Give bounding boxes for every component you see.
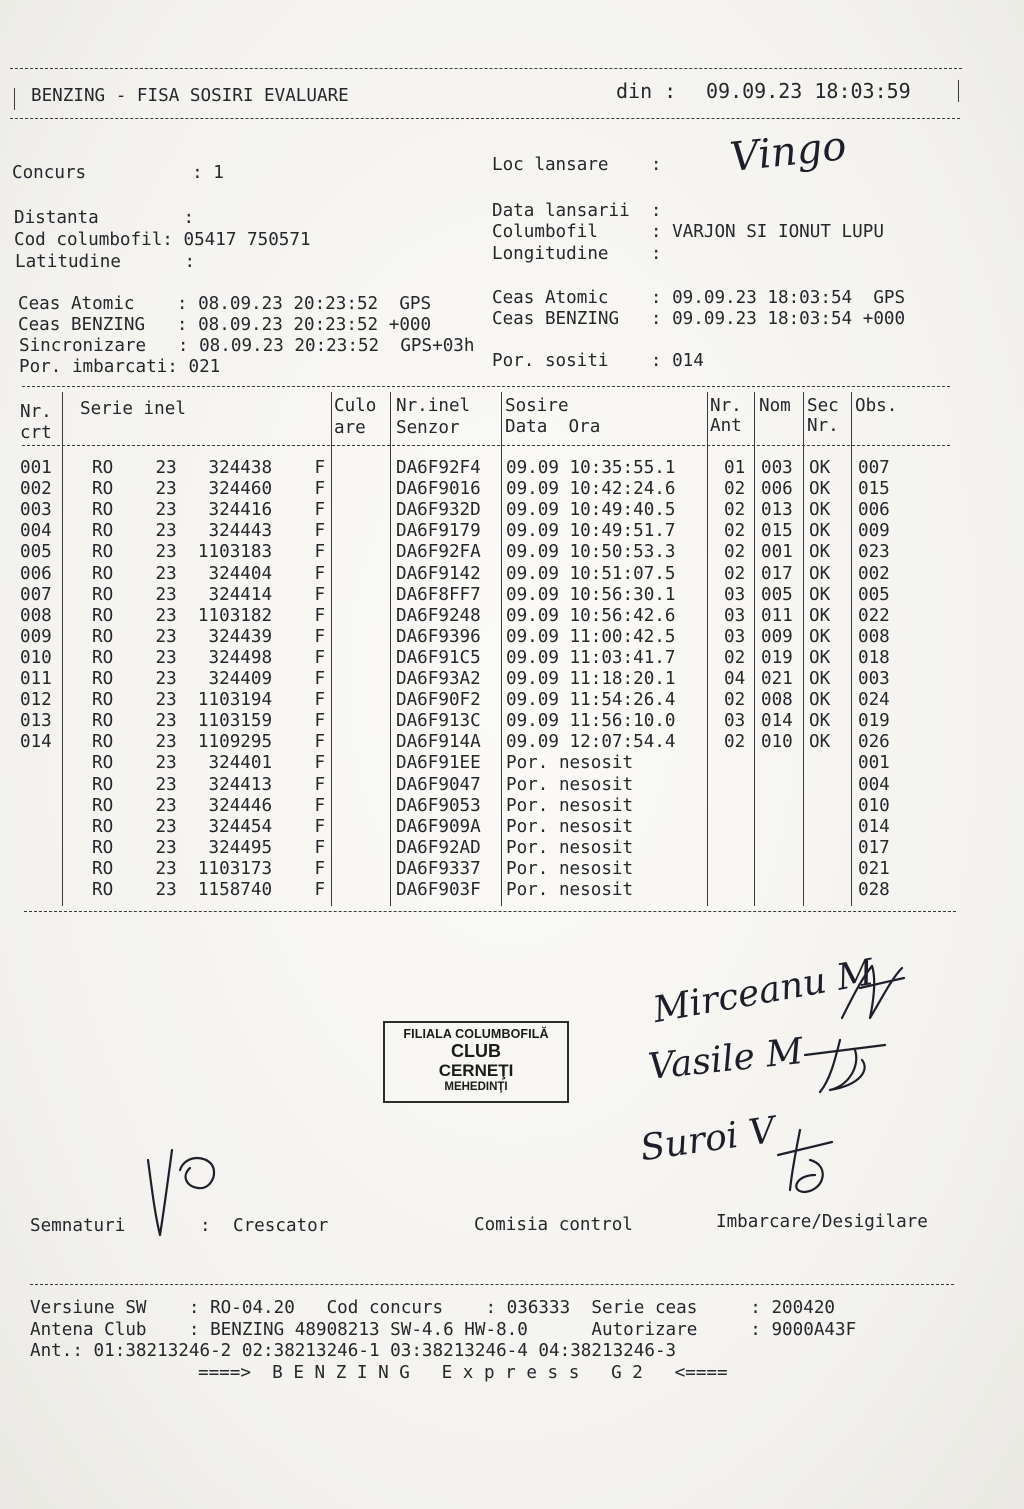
table-row [0,711,1000,732]
club-stamp [383,1021,569,1103]
cell-nr-inel-senzor: DA6F9142 [396,563,481,584]
cell-nr-inel-senzor: DA6F92AD [396,837,481,858]
cell-sec-nr: OK [809,732,831,753]
cell-sec-nr: OK [809,542,831,563]
cell-nr-inel-senzor: DA6F91C5 [396,647,481,668]
cell-obs: 019 [858,711,890,732]
cell-nr-inel-senzor: DA6F909A [396,816,481,837]
cell-sosire: 09.09 12:07:54.4 [506,732,676,753]
cell-sosire: 09.09 11:03:41.7 [506,647,676,668]
signature-crescator [140,1140,230,1240]
table-row [0,880,1000,901]
info-distanta: Distanta : [14,208,195,228]
cell-sosire: Por. nesosit [506,774,634,795]
cell-serie-inel: RO 23 324439 F [92,626,326,647]
cell-nom: 017 [761,563,793,584]
cell-nr-ant: 02 [724,542,746,563]
table-row [0,585,1000,606]
cell-sosire: 09.09 11:00:42.5 [506,626,676,647]
cell-serie-inel: RO 23 1103182 F [92,605,326,626]
info-concurs: Concurs : 1 [12,163,224,183]
th-nr-ant-2: Ant [710,416,742,436]
cell-nr-crt: 008 [20,605,52,626]
cell-serie-inel: RO 23 324454 F [92,816,326,837]
stamp-line-filiala: FILIALA COLUMBOFILĂ [403,1027,549,1041]
handwritten-name-1: Mirceanu M [650,951,877,1032]
th-nr-crt-1: Nr. [20,402,52,422]
cell-serie-inel: RO 23 324414 F [92,584,326,605]
cell-nr-inel-senzor: DA6F9016 [396,479,481,500]
cell-sosire: 09.09 11:54:26.4 [506,690,676,711]
cell-obs: 001 [858,753,890,774]
cell-sosire: 09.09 10:50:53.3 [506,542,676,563]
cell-obs: 014 [858,816,890,837]
header-top-rule [10,68,962,69]
cell-nom: 014 [761,711,793,732]
cell-serie-inel: RO 23 1158740 F [92,880,326,900]
cell-nr-ant: 03 [724,626,746,647]
cell-sec-nr: OK [809,458,831,478]
info-ceas-benzing-start: Ceas BENZING : 08.09.23 20:23:52 +000 [18,315,432,335]
cell-nr-crt: 002 [20,479,52,500]
cell-serie-inel: RO 23 1103194 F [92,690,326,711]
cell-obs: 015 [858,479,890,500]
table-row [0,753,1000,774]
cell-serie-inel: RO 23 324460 F [92,479,326,500]
footer-line-2: Antena Club : BENZING 48908213 SW-4.6 HW-8.0 Autorizare : 9000A43F [30,1320,857,1340]
cell-sec-nr: OK [809,500,831,521]
table-row [0,648,1000,669]
cell-sosire: 09.09 10:49:40.5 [506,500,676,521]
cell-nr-ant: 04 [724,669,746,689]
cell-nr-crt: 014 [20,732,52,753]
info-por-imbarcati: Por. imbarcati: 021 [19,357,221,377]
sig-comisia-control: Comisia control [474,1215,633,1235]
cell-nr-inel-senzor: DA6F92F4 [396,458,481,478]
table-row [0,732,1000,753]
cell-serie-inel: RO 23 324498 F [92,647,326,668]
table-bottom-rule [24,911,956,912]
cell-nr-ant: 02 [724,479,746,500]
handwritten-name-2: Vasile M [646,1030,805,1089]
cell-nom: 015 [761,521,793,542]
cell-obs: 002 [858,563,890,584]
cell-nr-ant: 02 [724,732,746,753]
footer-line-1: Versiune SW : RO-04.20 Cod concurs : 036333 Serie ceas : 200420 [30,1298,836,1318]
cell-obs: 018 [858,647,890,668]
cell-nom: 013 [761,500,793,521]
cell-obs: 009 [858,521,890,542]
cell-serie-inel: RO 23 324409 F [92,669,326,689]
cell-obs: 022 [858,605,890,626]
cell-nr-inel-senzor: DA6F9396 [396,626,481,647]
cell-nr-inel-senzor: DA6F9337 [396,858,481,879]
th-culoare-2: are [334,418,366,438]
table-row [0,564,1000,585]
table-row [0,838,1000,859]
cell-serie-inel: RO 23 324404 F [92,563,326,584]
cell-obs: 026 [858,732,890,753]
cell-nr-ant: 03 [724,711,746,732]
header-title: BENZING - FISA SOSIRI EVALUARE [31,86,349,106]
cell-sosire: 09.09 10:56:30.1 [506,584,676,605]
sig-colon: : [200,1216,211,1236]
cell-serie-inel: RO 23 324438 F [92,458,326,478]
cell-nr-inel-senzor: DA6F90F2 [396,690,481,711]
cell-nr-crt: 006 [20,563,52,584]
table-row [0,500,1000,521]
cell-serie-inel: RO 23 1103183 F [92,542,326,563]
th-sec-1: Sec [807,396,839,416]
info-loc-lansare-handwritten: Vingo [727,123,849,181]
cell-sec-nr: OK [809,584,831,605]
cell-sosire: Por. nesosit [506,753,634,774]
info-por-sositi: Por. sositi : 014 [492,351,704,371]
info-ceas-atomic-end: Ceas Atomic : 09.09.23 18:03:54 GPS [492,288,906,308]
cell-nom: 019 [761,647,793,668]
cell-nom: 009 [761,626,793,647]
cell-nom: 011 [761,605,793,626]
cell-sosire: 09.09 10:51:07.5 [506,563,676,584]
footer-line-3: Ant.: 01:38213246-2 02:38213246-1 03:38213246-4 04:38213246-3 [30,1341,677,1361]
cell-nr-inel-senzor: DA6F9047 [396,774,481,795]
cell-nr-crt: 012 [20,690,52,711]
cell-serie-inel: RO 23 1109295 F [92,732,326,753]
cell-sosire: 09.09 10:49:51.7 [506,521,676,542]
cell-sec-nr: OK [809,479,831,500]
cell-nr-inel-senzor: DA6F903F [396,880,481,900]
cell-nr-ant: 02 [724,647,746,668]
footer-line-4: ====> B E N Z I N G E x p r e s s G 2 <==== [198,1363,728,1383]
stamp-line-cerneti: CERNEŢI [438,1061,514,1080]
table-row [0,606,1000,627]
table-row [0,817,1000,838]
cell-sosire: Por. nesosit [506,858,634,879]
sig-imbarcare: Imbarcare/Desigilare [716,1212,928,1232]
th-sosire-2: Data Ora [505,417,601,437]
header-right-bar [958,80,959,102]
cell-sosire: Por. nesosit [506,837,634,858]
cell-nr-inel-senzor: DA6F914A [396,732,481,753]
table-row [0,775,1000,796]
cell-sec-nr: OK [809,521,831,542]
th-sosire-1: Sosire [505,396,569,416]
cell-sosire: 09.09 10:42:24.6 [506,479,676,500]
info-ceas-benzing-end: Ceas BENZING : 09.09.23 18:03:54 +000 [492,309,906,329]
cell-obs: 021 [858,858,890,879]
cell-sec-nr: OK [809,626,831,647]
cell-nom: 010 [761,732,793,753]
cell-nr-crt: 003 [20,500,52,521]
cell-obs: 003 [858,669,890,689]
cell-serie-inel: RO 23 324401 F [92,753,326,774]
cell-nr-ant: 03 [724,584,746,605]
info-longitudine: Longitudine : [492,244,662,264]
cell-serie-inel: RO 23 324495 F [92,837,326,858]
table-row [0,479,1000,500]
header-bottom-rule [10,118,960,119]
signature-scribble-2 [800,1030,890,1100]
cell-nr-inel-senzor: DA6F92FA [396,542,481,563]
cell-nr-inel-senzor: DA6F93A2 [396,669,481,689]
cell-nr-ant: 03 [724,605,746,626]
cell-obs: 007 [858,458,890,478]
cell-nom: 003 [761,458,793,478]
cell-obs: 005 [858,584,890,605]
signature-scribble-3 [770,1120,840,1200]
cell-nr-ant: 01 [724,458,746,478]
th-obs: Obs. [855,396,898,416]
cell-obs: 004 [858,774,890,795]
cell-obs: 028 [858,880,890,900]
info-sincronizare: Sincronizare : 08.09.23 20:23:52 GPS+03h [19,336,475,356]
th-nom: Nom [759,396,791,416]
info-cod-columbofil: Cod columbofil: 05417 750571 [14,230,311,250]
cell-nr-crt: 011 [20,669,52,689]
cell-nr-crt: 009 [20,626,52,647]
cell-nr-crt: 004 [20,521,52,542]
info-loc-lansare: Loc lansare : [492,155,662,175]
cell-nr-crt: 013 [20,711,52,732]
cell-nr-inel-senzor: DA6F91EE [396,753,481,774]
cell-sec-nr: OK [809,690,831,711]
cell-nr-inel-senzor: DA6F932D [396,500,481,521]
table-row [0,796,1000,817]
cell-nr-crt: 005 [20,542,52,563]
info-latitudine: Latitudine : [15,252,196,272]
handwritten-name-3: Suroi V [637,1109,778,1170]
cell-nom: 005 [761,584,793,605]
sig-semnaturi: Semnaturi [30,1216,126,1236]
cell-nr-ant: 02 [724,521,746,542]
th-culoare-1: Culo [334,396,377,416]
cell-sosire: Por. nesosit [506,880,634,900]
table-row [0,690,1000,711]
table-row [0,627,1000,648]
table-row [0,458,1000,479]
cell-obs: 024 [858,690,890,711]
cell-serie-inel: RO 23 324446 F [92,795,326,816]
cell-sec-nr: OK [809,647,831,668]
table-row [0,669,1000,690]
cell-sec-nr: OK [809,669,831,689]
cell-serie-inel: RO 23 324443 F [92,521,326,542]
cell-sosire: 09.09 11:56:10.0 [506,711,676,732]
info-columbofil: Columbofil : VARJON SI IONUT LUPU [492,222,884,242]
cell-sosire: 09.09 11:18:20.1 [506,669,676,689]
cell-nr-inel-senzor: DA6F8FF7 [396,584,481,605]
cell-sec-nr: OK [809,563,831,584]
info-ceas-atomic-start: Ceas Atomic : 08.09.23 20:23:52 GPS [18,294,432,314]
signature-scribble-1 [832,958,912,1028]
cell-nr-inel-senzor: DA6F9248 [396,605,481,626]
cell-obs: 008 [858,626,890,647]
table-row [0,542,1000,563]
cell-sosire: Por. nesosit [506,795,634,816]
cell-serie-inel: RO 23 1103173 F [92,858,326,879]
table-top-rule [22,386,950,387]
cell-nom: 006 [761,479,793,500]
header-din-value: 09.09.23 18:03:59 [706,79,911,103]
th-sec-2: Nr. [807,416,839,436]
info-data-lansarii: Data lansarii : [492,201,662,221]
th-serie-inel: Serie inel [80,399,186,419]
cell-nr-crt: 010 [20,647,52,668]
cell-sosire: Por. nesosit [506,816,634,837]
cell-nr-ant: 02 [724,563,746,584]
cell-sosire: 09.09 10:56:42.6 [506,605,676,626]
cell-nr-crt: 001 [20,458,52,478]
cell-serie-inel: RO 23 324416 F [92,500,326,521]
cell-obs: 017 [858,837,890,858]
header-left-bar [14,88,15,110]
cell-nr-ant: 02 [724,500,746,521]
cell-obs: 006 [858,500,890,521]
th-nr-inel-2: Senzor [396,418,460,438]
th-nr-ant-1: Nr. [710,396,742,416]
cell-nr-ant: 02 [724,690,746,711]
table-row [0,859,1000,880]
cell-nr-inel-senzor: DA6F9053 [396,795,481,816]
footer-rule [30,1284,954,1285]
cell-obs: 010 [858,795,890,816]
stamp-line-mehedinti: MEHEDINŢI [444,1081,508,1093]
cell-serie-inel: RO 23 1103159 F [92,711,326,732]
cell-nom: 008 [761,690,793,711]
sig-crescator: Crescator [233,1216,329,1236]
cell-nom: 001 [761,542,793,563]
cell-nom: 021 [761,669,793,689]
table-row [0,521,1000,542]
cell-nr-crt: 007 [20,584,52,605]
stamp-line-club: CLUB [451,1041,501,1061]
header-din-label: din : [616,79,677,103]
cell-nr-inel-senzor: DA6F9179 [396,521,481,542]
th-nr-crt-2: crt [20,423,52,443]
cell-sec-nr: OK [809,711,831,732]
cell-nr-inel-senzor: DA6F913C [396,711,481,732]
cell-obs: 023 [858,542,890,563]
cell-sosire: 09.09 10:35:55.1 [506,458,676,478]
table-header-rule [22,445,950,446]
th-nr-inel-1: Nr.inel [396,396,471,416]
cell-serie-inel: RO 23 324413 F [92,774,326,795]
cell-sec-nr: OK [809,605,831,626]
